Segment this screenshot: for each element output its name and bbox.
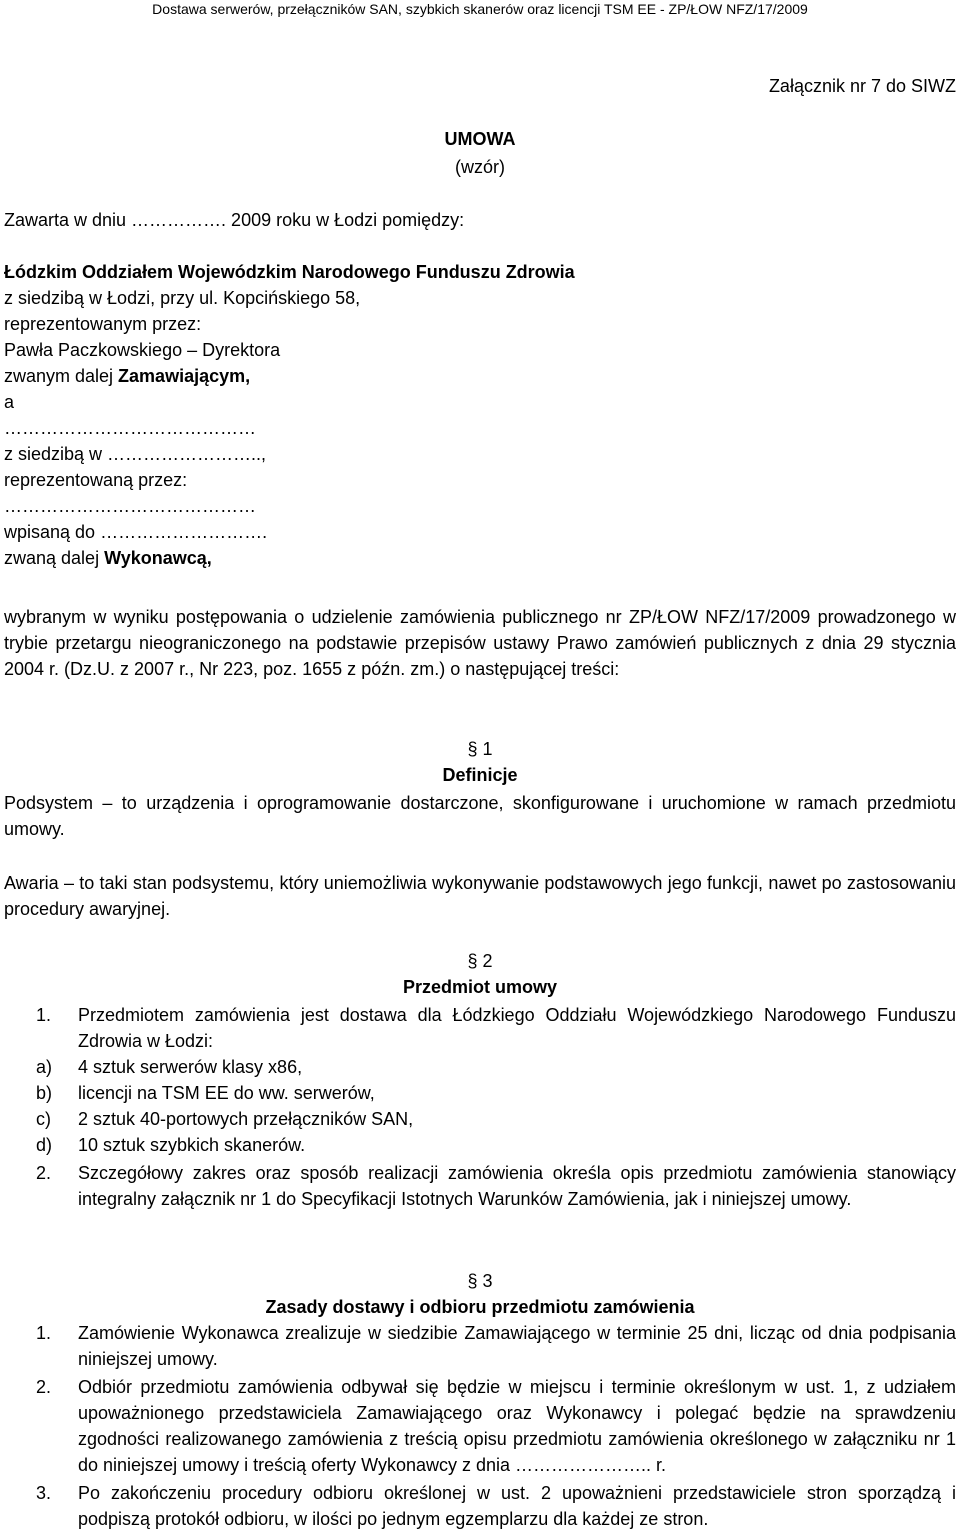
and-conjunction: a [4, 392, 15, 412]
list-item-number: 3. [36, 1483, 52, 1503]
party2-seat: z siedzibą w …………………….., [4, 444, 267, 464]
section2-number: § 2 [467, 951, 493, 971]
list-item-number: d) [36, 1135, 53, 1155]
party1-called-prefix: zwanym dalej [4, 366, 119, 386]
party2-rep: reprezentowaną przez: [4, 470, 188, 490]
party1-called [4, 364, 250, 388]
attachment-label: Załącznik nr 7 do SIWZ [768, 76, 956, 96]
list-item-number: 1. [36, 1323, 52, 1343]
list-item-text: Przedmiotem zamówienia jest dostawa dla Łódzkiego Oddziału Wojewódzkiego Narodowego Funduszu Zdrowia w Łodzi: [78, 1005, 956, 1051]
list-item-number: 1. [36, 1005, 52, 1025]
party2-called-role: Wykonawcą, [104, 548, 212, 568]
list-item-text: Zamówienie Wykonawca zrealizuje w siedzibie Zamawiającego w terminie 25 dni, licząc od dnia podpisania niniejszej umowy. [78, 1323, 956, 1369]
party2-registry: wpisaną do ………………………. [4, 522, 268, 542]
list-item-number: a) [36, 1057, 53, 1077]
list-item-number: 2. [36, 1377, 52, 1397]
section1-number: § 1 [467, 739, 493, 759]
section3-number: § 3 [467, 1271, 493, 1291]
list-item-number: b) [36, 1083, 53, 1103]
party1-rep: reprezentowanym przez: [4, 314, 202, 334]
section1-title: Definicje [442, 765, 518, 785]
list-item-text: Po zakończeniu procedury odbioru określonej w ust. 2 upoważnieni przedstawiciele stron sporządzą i podpiszą protokół odbioru, w ilości po jednym egzemplarzu dla każdej ze stron. [78, 1483, 956, 1529]
section2-title: Przedmiot umowy [402, 977, 558, 997]
list-item-text: 4 sztuk serwerów klasy x86, [78, 1057, 303, 1077]
document-title: UMOWA [444, 129, 516, 149]
party2-rep-blank: …………………………………… [4, 496, 256, 516]
list-item-text: 2 sztuk 40-portowych przełączników SAN, [78, 1109, 414, 1129]
concluded-line: Zawarta w dniu ……………. 2009 roku w Łodzi pomiędzy: [4, 210, 465, 230]
party2-called [4, 546, 212, 570]
party2-name-blank: …………………………………… [4, 418, 256, 438]
section3-title: Zasady dostawy i odbioru przedmiotu zamówienia [265, 1297, 695, 1317]
list-item-number: c) [36, 1109, 51, 1129]
selection-paragraph: wybranym w wyniku postępowania o udzielenie zamówienia publicznego nr ZP/ŁOW NFZ/17/2009 prowadzonego w trybie przetargu nieograniczonego na podstawie przepisów ustawy Prawo zamówień publicznych z dnia 29 stycznia 2004 r. (Dz.U. z 2007 r., Nr 223, poz. 1655 z późn. zm.) o następującej treści: [4, 607, 956, 679]
running-header: Dostawa serwerów, przełączników SAN, szybkich skanerów oraz licencji TSM EE - ZP/ŁOW NFZ/17/2009 [152, 1, 808, 17]
party1-called-role: Zamawiającym, [118, 366, 251, 386]
party2-called-prefix: zwaną dalej [4, 548, 105, 568]
list-item-text: 10 sztuk szybkich skanerów. [78, 1135, 306, 1155]
list-item-text: Odbiór przedmiotu zamówienia odbywał się będzie w miejscu i terminie określonym w ust. 1, z udziałem upoważnionego przedstawiciela Zamawiającego oraz Wykonawcy i polegać będzie na sprawdzeniu zgodności realizowanego zamówienia z treścią opisu przedmiotu zamówienia określonego w załączniku nr 1 do niniejszej umowy i treścią oferty Wykonawcy z dnia ………………….. r. [78, 1377, 956, 1475]
list-item-number: 2. [36, 1163, 52, 1183]
list-item-text: licencji na TSM EE do ww. serwerów, [78, 1083, 375, 1103]
list-item-text: Szczegółowy zakres oraz sposób realizacji zamówienia określa opis przedmiotu zamówienia stanowiący integralny załącznik nr 1 do Specyfikacji Istotnych Warunków Zamówienia, jak i niniejszej umowy. [78, 1163, 956, 1209]
document-subtitle: (wzór) [455, 157, 505, 177]
definition-awaria: Awaria – to taki stan podsystemu, który uniemożliwia wykonywanie podstawowych jego funkcji, nawet po zastosowaniu procedury awaryjnej. [4, 873, 956, 919]
party1-seat: z siedzibą w Łodzi, przy ul. Kopcińskiego 58, [4, 288, 361, 308]
party1-name: Łódzkim Oddziałem Wojewódzkim Narodowego Funduszu Zdrowia [4, 262, 575, 282]
party1-person: Pawła Paczkowskiego – Dyrektora [4, 340, 281, 360]
definition-podsystem: Podsystem – to urządzenia i oprogramowanie dostarczone, skonfigurowane i uruchomione w ramach przedmiotu umowy. [4, 793, 956, 839]
